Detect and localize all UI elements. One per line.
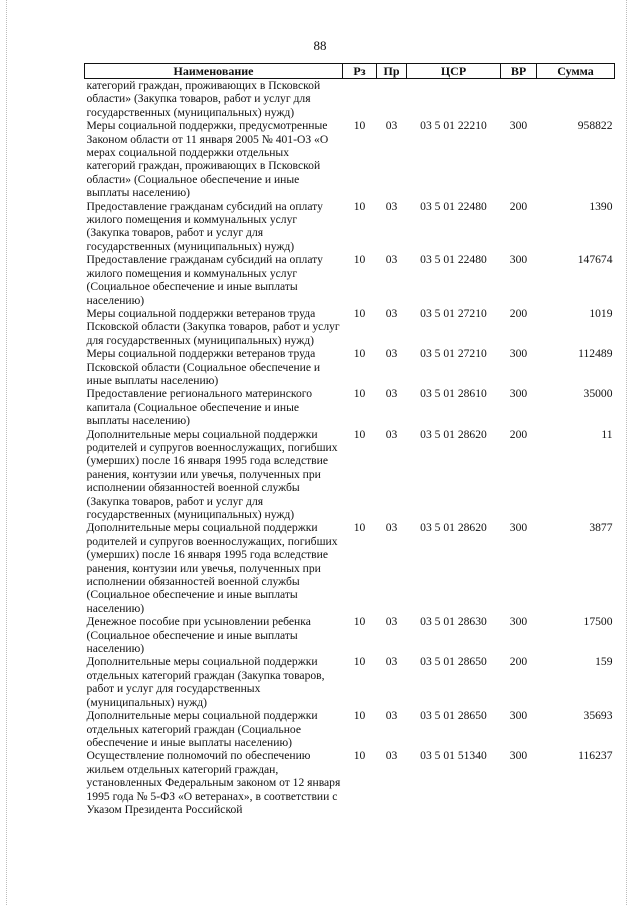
cell-rz: 10 [353,119,366,133]
right-scan-margin [626,0,628,905]
cell-pr: 03 [385,347,398,361]
cell-csr: 03 5 01 27210 [420,347,487,361]
cell-sum: 3877 [589,521,613,535]
cell-vr: 300 [509,615,528,629]
cell-pr: 03 [385,119,398,133]
cell-name: Дополнительные меры социальной поддержки отдельных категорий граждан (Социальное обеспечение и иные выплаты населению) [86,709,318,749]
header-name: Наименование [85,64,343,79]
cell-sum: 112489 [578,347,613,361]
cell-name: Меры социальной поддержки, предусмотренные Законом области от 11 января 2005 № 401-ОЗ «О мерах социальной поддержки отдельных категорий граждан, проживающих в Псковской области» (Социальное обеспечение и иные выплаты населению) [86,119,329,200]
cell-vr: 300 [509,119,528,133]
cell-csr: 03 5 01 28620 [420,521,487,535]
table-row [85,615,615,655]
cell-csr: 03 5 01 51340 [420,749,487,763]
cell-csr [407,79,501,120]
left-scan-margin [6,0,8,905]
table-body [85,79,615,817]
cell-rz: 10 [353,655,366,669]
cell-vr: 200 [509,199,528,213]
cell-vr: 300 [509,347,528,361]
cell-csr: 03 5 01 22210 [420,119,487,133]
cell-name: Меры социальной поддержки ветеранов труда Псковской области (Закупка товаров, работ и услуг для государственных (муниципальных) нужд) [86,306,340,347]
cell-pr [377,79,407,120]
cell-name: Денежное пособие при усыновлении ребенка (Социальное обеспечение и иные выплаты населению) [86,615,311,656]
cell-name: Дополнительные меры социальной поддержки отдельных категорий граждан (Закупка товаров, работ и услуг для государственных (муниципальных) нужд) [86,655,325,709]
cell-sum: 1019 [589,306,613,320]
table-row [85,307,615,347]
table-row [85,387,615,427]
header-rz: Рз [343,64,377,79]
cell-rz: 10 [353,253,366,267]
cell-pr: 03 [385,709,398,723]
cell-name: Предоставление гражданам субсидий на оплату жилого помещения и коммунальных услуг (Социальное обеспечение и иные выплаты населению) [86,253,323,307]
table-row [85,253,615,307]
table-header-row [85,64,615,79]
cell-vr: 300 [509,709,528,723]
cell-vr [501,79,537,120]
cell-pr: 03 [385,615,398,629]
cell-vr: 200 [509,306,528,320]
cell-csr: 03 5 01 28610 [420,387,487,401]
cell-vr: 200 [509,427,528,441]
cell-csr: 03 5 01 22480 [420,199,487,213]
cell-name: Предоставление регионального материнского капитала (Социальное обеспечение и иные выплаты населению) [86,387,313,428]
cell-sum: 147674 [577,253,613,267]
cell-name: Осуществление полномочий по обеспечению жильем отдельных категорий граждан, установленных Федеральным законом от 12 января 1995 года № 5-ФЗ «О ветеранах», в соответствии с Указом Президента Российской [86,749,341,816]
cell-sum [537,79,615,120]
cell-rz: 10 [353,749,366,763]
header-sum: Сумма [537,64,615,79]
table-row [85,79,615,120]
cell-rz: 10 [353,427,366,441]
cell-vr: 300 [509,749,528,763]
cell-rz: 10 [353,199,366,213]
header-csr: ЦСР [407,64,501,79]
header-vr: ВР [501,64,537,79]
cell-rz: 10 [353,521,366,535]
cell-rz [343,79,377,120]
cell-vr: 300 [509,253,528,267]
table-row [85,749,615,816]
cell-sum: 958822 [577,119,613,133]
table-row [85,119,615,199]
cell-name: Предоставление гражданам субсидий на оплату жилого помещения и коммунальных услуг (Закупка товаров, работ и услуг для государственных (муниципальных) нужд) [86,199,323,253]
cell-csr: 03 5 01 28650 [420,709,487,723]
table-row [85,347,615,387]
cell-csr: 03 5 01 27210 [420,306,487,320]
cell-csr: 03 5 01 28630 [420,615,487,629]
cell-name: Дополнительные меры социальной поддержки родителей и супругов военнослужащих, погибших (умерших) после 16 января 1995 года вследствие ранения, контузии или увечья, полученных при исполнении обязанностей военной службы (Социальное обеспечение и иные выплаты населению) [86,521,338,615]
cell-sum: 116237 [578,749,613,763]
cell-pr: 03 [385,306,398,320]
cell-csr: 03 5 01 28620 [420,427,487,441]
cell-rz: 10 [353,347,366,361]
cell-vr: 300 [509,387,528,401]
cell-name: категорий граждан, проживающих в Псковской области» (Закупка товаров, работ и услуг для государственных (муниципальных) нужд) [86,79,321,119]
table-row [85,655,615,709]
cell-pr: 03 [385,253,398,267]
cell-vr: 200 [509,655,528,669]
cell-rz: 10 [353,306,366,320]
cell-pr: 03 [385,427,398,441]
cell-sum: 17500 [583,615,613,629]
cell-pr: 03 [385,199,398,213]
cell-sum: 35000 [583,387,613,401]
cell-csr: 03 5 01 22480 [420,253,487,267]
cell-pr: 03 [385,655,398,669]
cell-pr: 03 [385,521,398,535]
cell-sum: 1390 [589,199,613,213]
cell-sum: 11 [601,427,613,441]
header-pr: Пр [377,64,407,79]
cell-csr: 03 5 01 28650 [420,655,487,669]
cell-sum: 35693 [583,709,613,723]
cell-pr: 03 [385,749,398,763]
cell-rz: 10 [353,387,366,401]
cell-name: Меры социальной поддержки ветеранов труда Псковской области (Социальное обеспечение и иные выплаты населению) [86,347,321,387]
page-number: 88 [313,38,327,53]
table-row [85,521,615,615]
cell-name: Дополнительные меры социальной поддержки родителей и супругов военнослужащих, погибших (умерших) после 16 января 1995 года вследствие ранения, контузии или увечья, полученных при исполнении обязанностей военной службы (Закупка товаров, работ и услуг для государственных (муниципальных) нужд) [86,427,338,521]
table-row [85,200,615,254]
cell-rz: 10 [353,615,366,629]
table-row [85,428,615,522]
cell-pr: 03 [385,387,398,401]
table-row [85,709,615,749]
cell-vr: 300 [509,521,528,535]
budget-table [84,63,615,816]
cell-sum: 159 [595,655,613,669]
cell-rz: 10 [353,709,366,723]
